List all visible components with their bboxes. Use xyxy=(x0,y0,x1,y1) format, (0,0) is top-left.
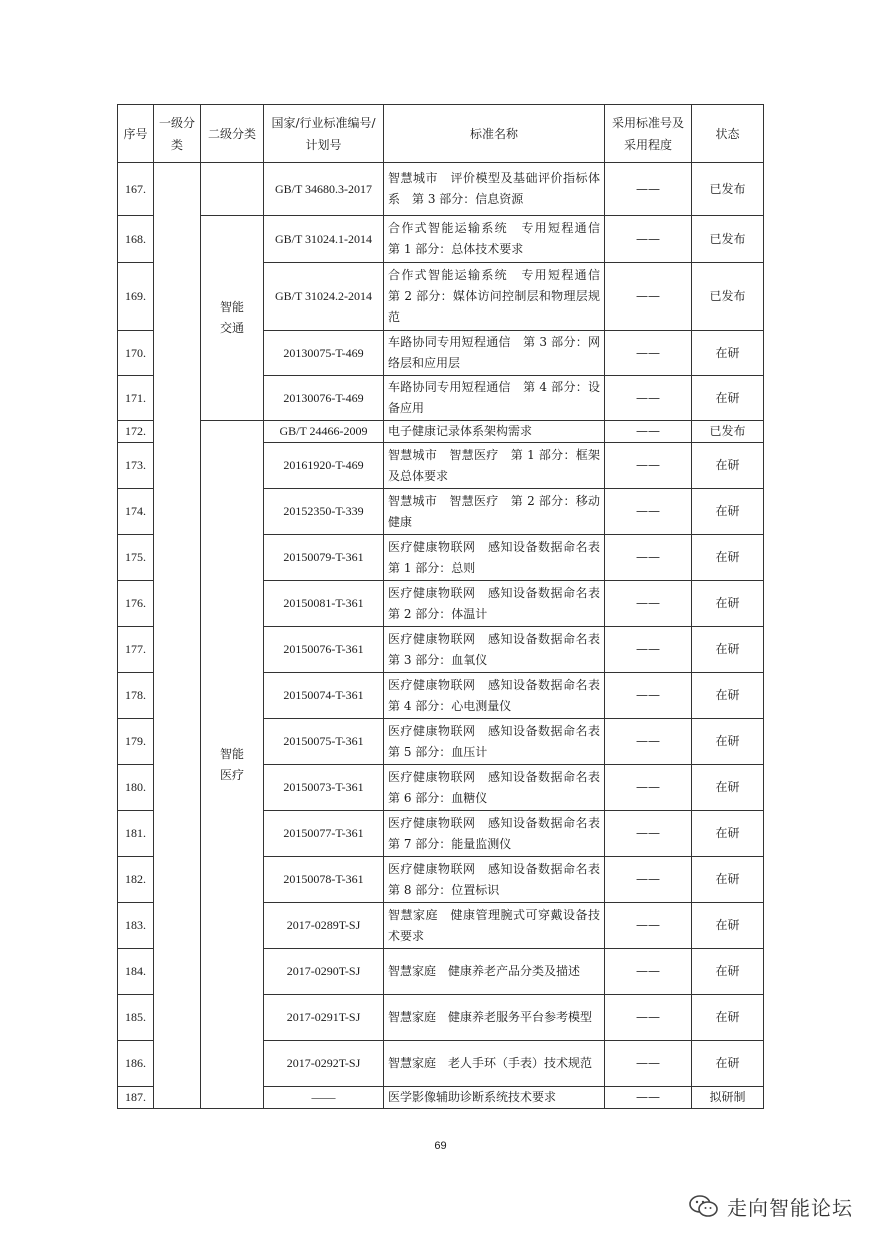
header-cat2: 二级分类 xyxy=(201,105,264,163)
row-seq: 172. xyxy=(118,421,154,443)
row-status: 在研 xyxy=(692,995,764,1041)
row-code: 20150076-T-361 xyxy=(264,627,384,673)
row-code: 20152350-T-339 xyxy=(264,489,384,535)
row-status: 在研 xyxy=(692,1041,764,1087)
row-seq: 175. xyxy=(118,535,154,581)
table-row xyxy=(118,421,764,443)
row-name-text: 智慧家庭 老人手环（手表）技术规范 xyxy=(388,1056,593,1070)
row-status: 在研 xyxy=(692,719,764,765)
row-seq: 176. xyxy=(118,581,154,627)
row-code: 20150077-T-361 xyxy=(264,811,384,857)
row-name-text: 合作式智能运输系统 专用短程通信 第 1 部分：总体技术要求 xyxy=(388,221,613,256)
standards-table xyxy=(117,104,764,1109)
row-code: 2017-0291T-SJ xyxy=(264,995,384,1041)
row-status: 在研 xyxy=(692,857,764,903)
header-adopt: 采用标准号及采用程度 xyxy=(605,105,692,163)
row-seq: 181. xyxy=(118,811,154,857)
row-name-text: 电子健康记录体系架构需求 xyxy=(388,424,533,438)
row-seq: 180. xyxy=(118,765,154,811)
row-adopt: —— xyxy=(605,489,692,535)
header-name: 标准名称 xyxy=(384,105,605,163)
row-seq: 187. xyxy=(118,1087,154,1109)
row-name xyxy=(384,811,613,857)
row-status: 在研 xyxy=(692,673,764,719)
row-name-text: 智慧城市 智慧医疗 第 1 部分：框架及总体要求 xyxy=(388,447,600,483)
row-name xyxy=(384,1087,605,1109)
row-name-text: 合作式智能运输系统 专用短程通信 第 2 部分：媒体访问控制层和物理层规范 xyxy=(388,268,613,324)
row-seq: 171. xyxy=(118,376,154,421)
row-name-text: 医疗健康物联网 感知设备数据命名表 第 1 部分：总则 xyxy=(388,539,613,575)
row-adopt: —— xyxy=(605,857,692,903)
row-status: 在研 xyxy=(692,811,764,857)
row-name-text: 医疗健康物联网 感知设备数据命名表 第 5 部分：血压计 xyxy=(388,723,613,759)
row-name-text: 智慧家庭 健康养老服务平台参考模型 xyxy=(388,1010,593,1024)
row-code: —— xyxy=(264,1087,384,1109)
header-cat1: 一级分类 xyxy=(154,105,201,163)
row-code: GB/T 31024.2-2014 xyxy=(264,263,384,331)
watermark-text: 走向智能论坛 xyxy=(727,1196,853,1220)
row-name-text: 医疗健康物联网 感知设备数据命名表 第 2 部分：体温计 xyxy=(388,585,613,621)
row-name xyxy=(384,1041,605,1087)
row-name-text: 智慧家庭 健康养老产品分类及描述 xyxy=(388,964,581,978)
row-status: 在研 xyxy=(692,627,764,673)
row-status: 在研 xyxy=(692,581,764,627)
row-adopt: —— xyxy=(605,627,692,673)
page-number: 69 xyxy=(434,1140,447,1152)
row-adopt: —— xyxy=(605,216,692,263)
row-status: 在研 xyxy=(692,765,764,811)
row-name xyxy=(384,331,605,376)
row-name-text: 车路协同专用短程通信 第 4 部分：设备应用 xyxy=(388,380,600,415)
row-name-text: 医疗健康物联网 感知设备数据命名表 第 7 部分：能量监测仪 xyxy=(388,815,613,851)
row-name xyxy=(384,857,613,903)
cat2-medical: 智能医疗 xyxy=(201,421,264,1109)
table-row xyxy=(118,163,764,216)
row-adopt: —— xyxy=(605,995,692,1041)
row-name-text: 智慧城市 智慧医疗 第 2 部分：移动健康 xyxy=(388,493,600,529)
row-name-text: 医疗健康物联网 感知设备数据命名表 第 8 部分：位置标识 xyxy=(388,861,613,897)
row-seq: 173. xyxy=(118,443,154,489)
row-name-text: 医疗健康物联网 感知设备数据命名表 第 4 部分：心电测量仪 xyxy=(388,677,613,713)
row-seq: 170. xyxy=(118,331,154,376)
row-seq: 183. xyxy=(118,903,154,949)
row-name-text: 医疗健康物联网 感知设备数据命名表 第 6 部分：血糖仪 xyxy=(388,769,613,805)
header-status: 状态 xyxy=(692,105,764,163)
row-name-text: 车路协同专用短程通信 第 3 部分：网络层和应用层 xyxy=(388,335,600,370)
row-code: 20150074-T-361 xyxy=(264,673,384,719)
row-name-text: 医疗健康物联网 感知设备数据命名表 第 3 部分：血氧仪 xyxy=(388,631,613,667)
row-adopt: —— xyxy=(605,765,692,811)
row-code: 20130075-T-469 xyxy=(264,331,384,376)
row-name xyxy=(384,719,613,765)
row-status: 已发布 xyxy=(692,163,764,216)
row-code: 20150079-T-361 xyxy=(264,535,384,581)
row-adopt: —— xyxy=(605,903,692,949)
cat2-transport: 智能交通 xyxy=(201,216,264,421)
row-adopt: —— xyxy=(605,376,692,421)
row-status: 已发布 xyxy=(692,216,764,263)
row-name xyxy=(384,376,605,421)
row-name xyxy=(384,627,613,673)
row-adopt: —— xyxy=(605,535,692,581)
row-seq: 168. xyxy=(118,216,154,263)
row-seq: 186. xyxy=(118,1041,154,1087)
row-seq: 184. xyxy=(118,949,154,995)
row-name xyxy=(384,489,605,535)
row-status: 在研 xyxy=(692,331,764,376)
row-status: 在研 xyxy=(692,489,764,535)
row-adopt: —— xyxy=(605,1041,692,1087)
row-status: 在研 xyxy=(692,903,764,949)
row-adopt: —— xyxy=(605,163,692,216)
row-adopt: —— xyxy=(605,263,692,331)
row-code: 20150075-T-361 xyxy=(264,719,384,765)
row-adopt: —— xyxy=(605,673,692,719)
row-name xyxy=(384,263,613,331)
row-adopt: —— xyxy=(605,811,692,857)
row-name xyxy=(384,443,605,489)
row-name xyxy=(384,535,613,581)
row-name xyxy=(384,903,605,949)
row-name-text: 智慧家庭 健康管理腕式可穿戴设备技术要求 xyxy=(388,907,600,943)
row-adopt: —— xyxy=(605,719,692,765)
row-code: 2017-0292T-SJ xyxy=(264,1041,384,1087)
row-status: 已发布 xyxy=(692,421,764,443)
row-status: 在研 xyxy=(692,535,764,581)
row-name xyxy=(384,421,605,443)
row-adopt: —— xyxy=(605,443,692,489)
row-status: 拟研制 xyxy=(692,1087,764,1109)
row-adopt: —— xyxy=(605,581,692,627)
row-name xyxy=(384,581,613,627)
row-status: 在研 xyxy=(692,949,764,995)
row-seq: 177. xyxy=(118,627,154,673)
row-status: 已发布 xyxy=(692,263,764,331)
row-code: 20150081-T-361 xyxy=(264,581,384,627)
row-adopt: —— xyxy=(605,949,692,995)
row-code: 20150073-T-361 xyxy=(264,765,384,811)
row-status: 在研 xyxy=(692,376,764,421)
row-seq: 169. xyxy=(118,263,154,331)
row-code: 20161920-T-469 xyxy=(264,443,384,489)
row-adopt: —— xyxy=(605,1087,692,1109)
cat1-cell xyxy=(154,163,201,1109)
row-code: GB/T 34680.3-2017 xyxy=(264,163,384,216)
row-adopt: —— xyxy=(605,331,692,376)
row-name xyxy=(384,163,605,216)
row-status: 在研 xyxy=(692,443,764,489)
row-name-text: 智慧城市 评价模型及基础评价指标体系 第 3 部分：信息资源 xyxy=(388,171,600,206)
row-seq: 185. xyxy=(118,995,154,1041)
row-seq: 182. xyxy=(118,857,154,903)
row-name xyxy=(384,949,605,995)
row-name xyxy=(384,673,613,719)
row-code: 20150078-T-361 xyxy=(264,857,384,903)
row-name-text: 医学影像辅助诊断系统技术要求 xyxy=(388,1090,557,1104)
row-seq: 174. xyxy=(118,489,154,535)
table-row xyxy=(118,216,764,263)
row-code: 2017-0289T-SJ xyxy=(264,903,384,949)
row-seq: 178. xyxy=(118,673,154,719)
header-seq: 序号 xyxy=(118,105,154,163)
row-name xyxy=(384,765,613,811)
table-header-row xyxy=(118,105,764,163)
row-seq: 167. xyxy=(118,163,154,216)
watermark xyxy=(689,1192,853,1221)
row-seq: 179. xyxy=(118,719,154,765)
row-adopt: —— xyxy=(605,421,692,443)
row-name xyxy=(384,216,613,263)
row-code: 2017-0290T-SJ xyxy=(264,949,384,995)
row-code: 20130076-T-469 xyxy=(264,376,384,421)
wechat-icon xyxy=(689,1194,719,1220)
row-code: GB/T 24466-2009 xyxy=(264,421,384,443)
cat2-cell-empty xyxy=(201,163,264,216)
row-code: GB/T 31024.1-2014 xyxy=(264,216,384,263)
row-name xyxy=(384,995,605,1041)
header-code: 国家/行业标准编号/计划号 xyxy=(264,105,384,163)
